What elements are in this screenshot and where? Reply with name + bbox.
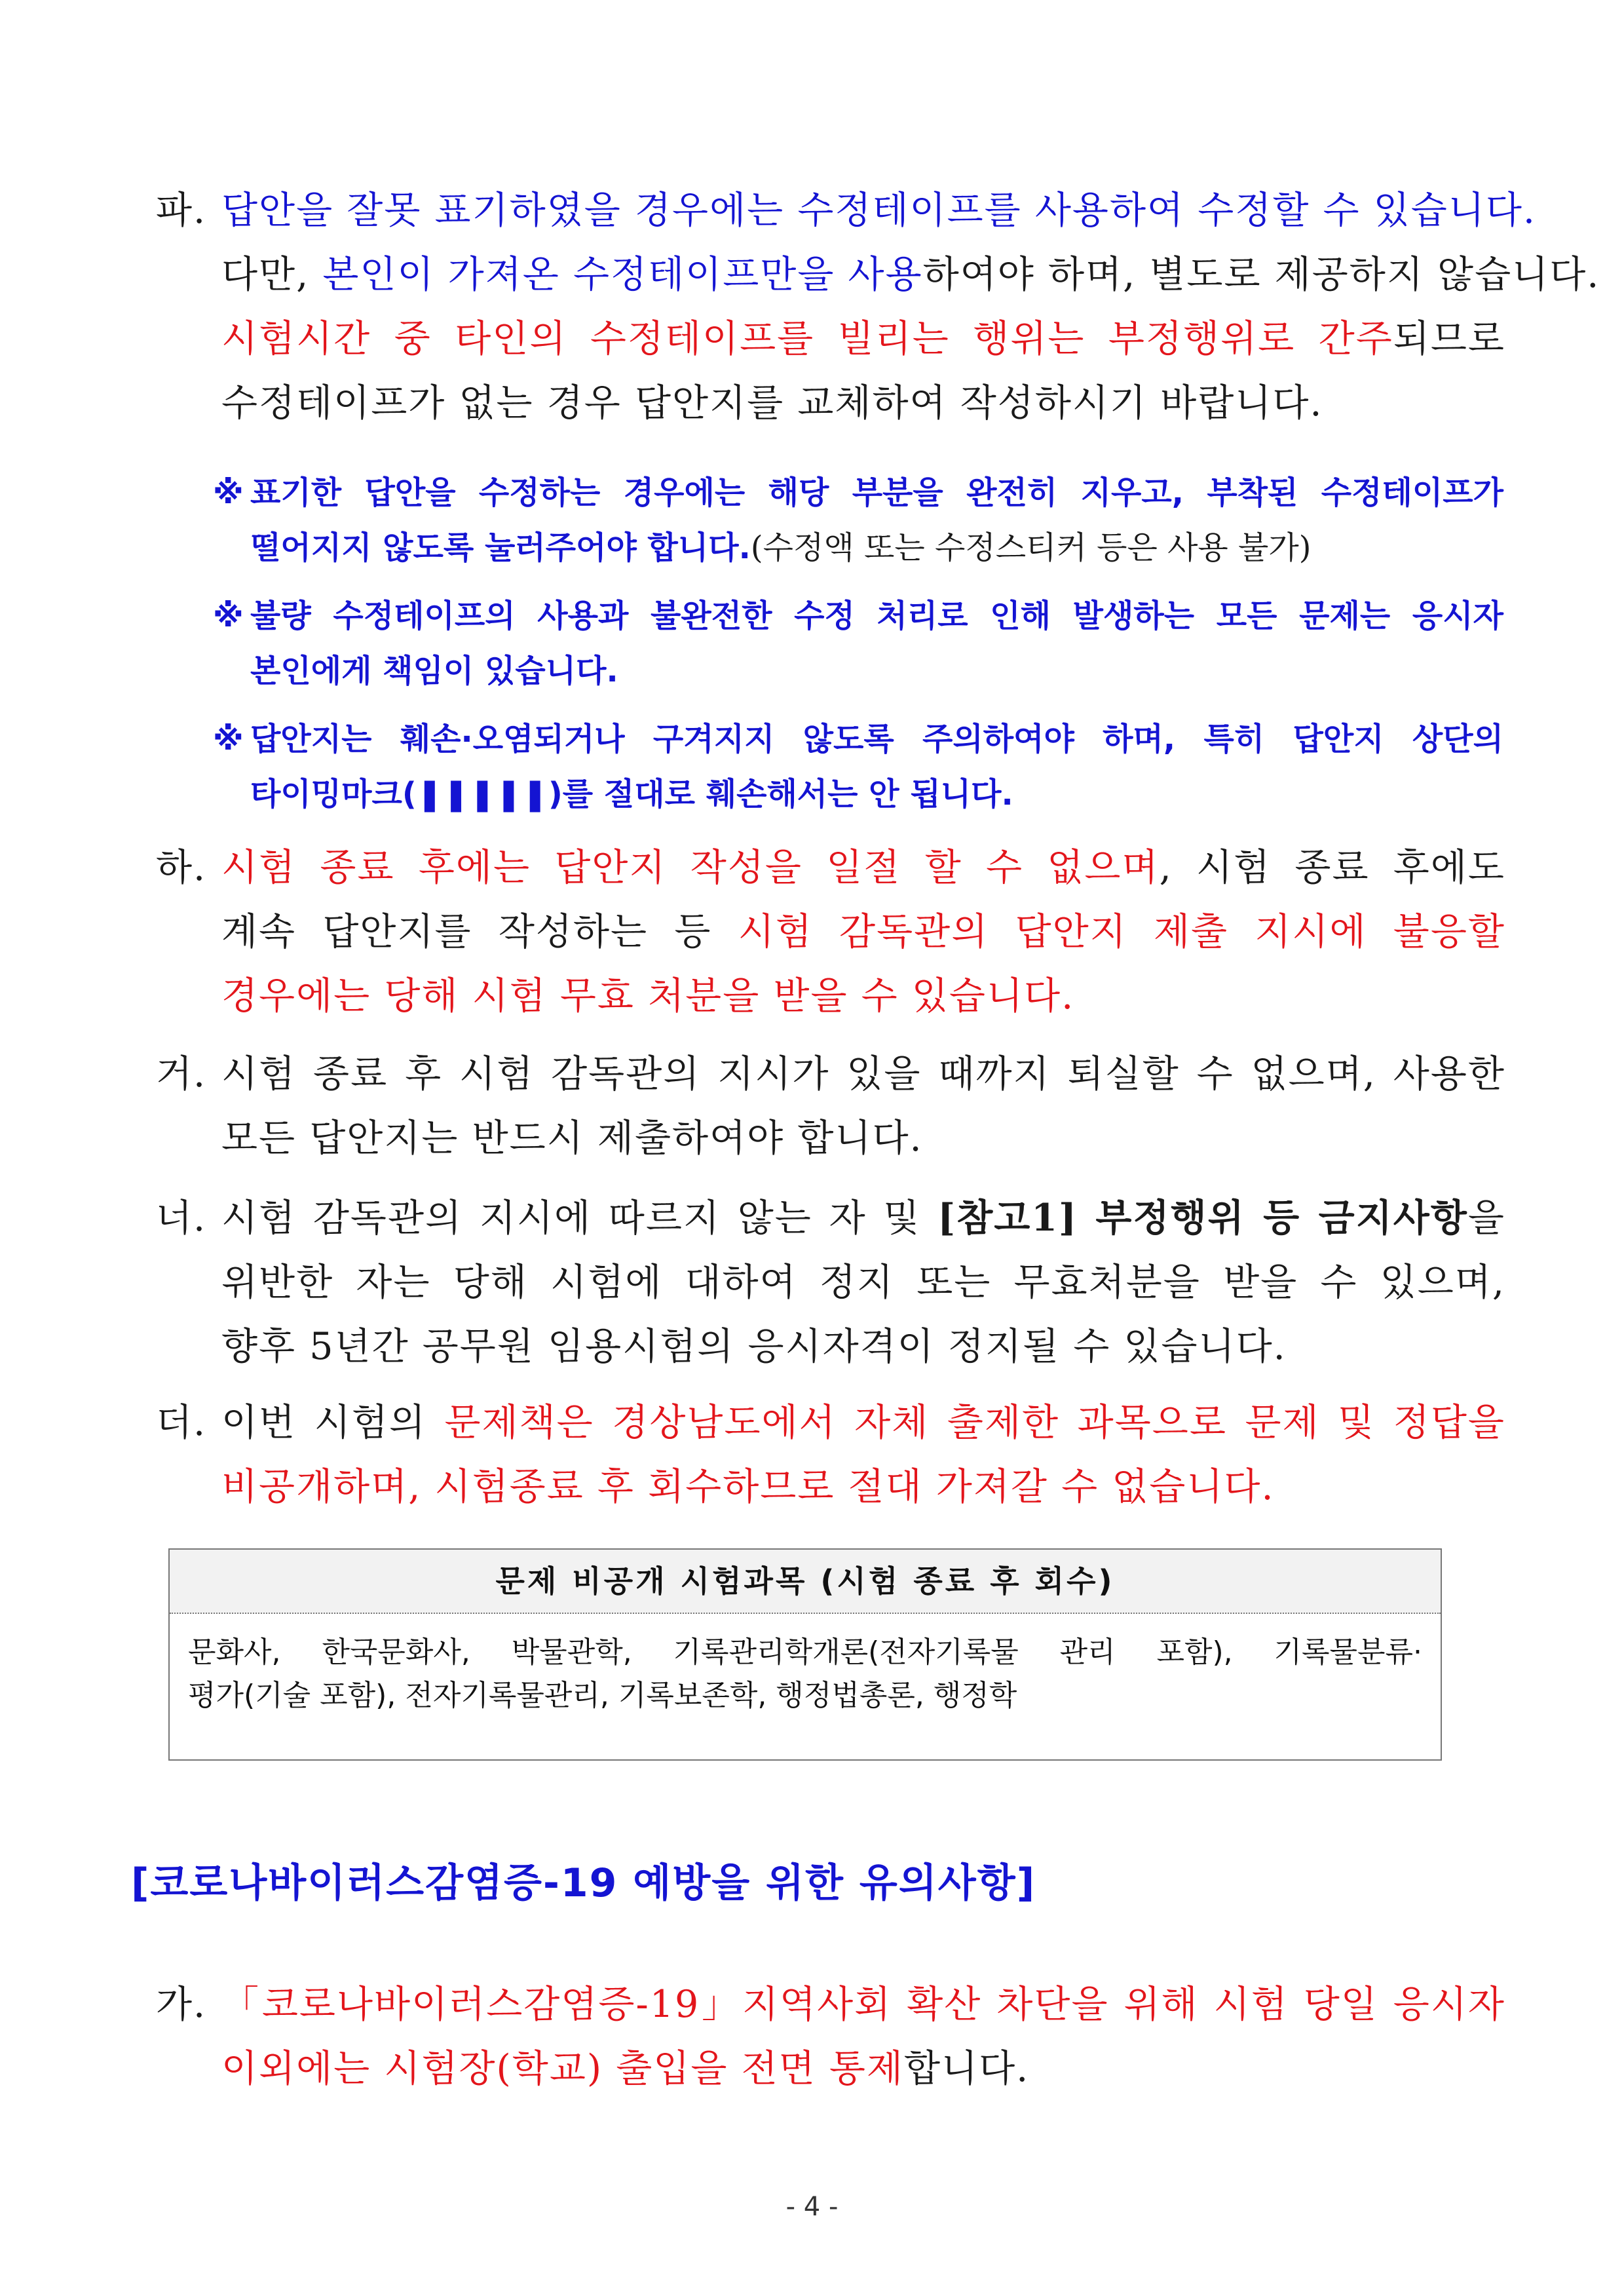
note-line: 답안지는 훼손·오염되거나 구겨지지 않도록 주의하여야 하며, 특히 답안지 상단의 (250, 721, 1503, 757)
highlight-red: 이외에는 시험장(학교) 출입을 전면 통제 (221, 2047, 904, 2090)
text-run: , 시험 종료 후에도 (1159, 846, 1505, 889)
item-marker: 너. (156, 1196, 207, 1240)
item-marker: 파. (156, 189, 207, 232)
item-pa (156, 178, 1600, 435)
text-run: 이번 시험의 (221, 1401, 445, 1444)
highlight-red: 시험 감독관의 답안지 제출 지시에 불응할 (738, 910, 1505, 953)
item-line: 「코로나바이러스감염증-19」지역사회 확산 차단을 위해 시험 당일 응시자 (221, 1983, 1505, 2026)
highlight-blue: 본인이 가져온 수정테이프만을 사용 (322, 253, 923, 296)
item-line: 경우에는 당해 시험 무효 처분을 받을 수 있습니다. (221, 974, 1075, 1018)
reference-link-text: [참고1] 부정행위 등 금지사항 (937, 1196, 1468, 1240)
item-marker: 하. (156, 846, 207, 889)
item-line: 향후 5년간 공무원 임용시험의 응시자격이 정지될 수 있습니다. (221, 1325, 1287, 1368)
item-marker: 거. (156, 1052, 207, 1096)
private-subjects-box (168, 1548, 1442, 1761)
item-line (221, 2037, 1505, 2101)
note-3 (213, 712, 1503, 822)
item-line (221, 307, 1505, 371)
text-run: 을 (1467, 1196, 1505, 1240)
box-header: 문제 비공개 시험과목 (시험 종료 후 회수) (170, 1550, 1441, 1614)
item-line: 모든 답안지는 반드시 제출하여야 합니다. (221, 1117, 923, 1160)
item-line: 위반한 자는 당해 시험에 대하여 정지 또는 무효처분을 받을 수 있으며, (221, 1261, 1505, 1304)
note-line: 타이밍마크(❚❚❚❚❚)를 절대로 훼손해서는 안 됩니다. (250, 776, 1013, 813)
item-marker: 더. (156, 1401, 207, 1444)
item-line (221, 242, 1600, 307)
text-run: 합니다. (903, 2047, 1030, 2090)
section-title: [코로나바이러스감염증-19 예방을 위한 유의사항] (131, 1860, 1036, 1906)
item-ha (156, 835, 1505, 1028)
note-line: 표기한 답안을 수정하는 경우에는 해당 부분을 완전히 지우고, 부착된 수정테이프가 (250, 474, 1503, 511)
item-line: 수정테이프가 없는 경우 답안지를 교체하여 작성하시기 바랍니다. (221, 381, 1323, 425)
item-ga (156, 1972, 1505, 2101)
text-run: 다만, (221, 253, 323, 296)
box-line: 문화사, 한국문화사, 박물관학, 기록관리학개론(전자기록물 관리 포함), 기록물분류· (188, 1636, 1422, 1669)
text-run: 되므로 (1393, 317, 1505, 360)
item-line: 시험 종료 후 시험 감독관의 지시가 있을 때까지 퇴실할 수 없으며, 사용한 (221, 1052, 1505, 1096)
note-line (250, 520, 1503, 575)
note-2 (213, 588, 1503, 698)
item-line: 답안을 잘못 표기하였을 경우에는 수정테이프를 사용하여 수정할 수 있습니다. (221, 189, 1537, 232)
text-run: 하여야 하며, 별도로 제공하지 않습니다. (922, 253, 1600, 296)
reference-mark-icon: ※ (213, 721, 244, 757)
note-1 (213, 465, 1503, 575)
item-line (221, 900, 1505, 964)
item-deo (156, 1390, 1505, 1519)
note-line: 본인에게 책임이 있습니다. (250, 653, 618, 689)
item-line (221, 835, 1505, 900)
highlight-red: 문제책은 경상남도에서 자체 출제한 과목으로 문제 및 정답을 (444, 1401, 1505, 1444)
box-line: 평가(기술 포함), 전자기록물관리, 기록보존학, 행정법총론, 행정학 (188, 1679, 1017, 1712)
page-number: - 4 - (785, 2192, 839, 2222)
box-body (170, 1614, 1441, 1734)
item-line (221, 1186, 1505, 1250)
highlight-red: 시험 종료 후에는 답안지 작성을 일절 할 수 없으며 (221, 846, 1160, 889)
item-geo (156, 1042, 1505, 1170)
highlight-red: 시험시간 중 타인의 수정테이프를 빌리는 행위는 부정행위로 간주 (221, 317, 1393, 360)
text-run: 계속 답안지를 작성하는 등 (221, 910, 738, 953)
reference-mark-icon: ※ (213, 474, 244, 511)
item-marker: 가. (156, 1983, 207, 2026)
text-run: 시험 감독관의 지시에 따르지 않는 자 및 (221, 1196, 938, 1240)
reference-mark-icon: ※ (213, 598, 244, 634)
item-line: 비공개하며, 시험종료 후 회수하므로 절대 가져갈 수 없습니다. (221, 1465, 1275, 1508)
text-run: 떨어지지 않도록 눌러주어야 합니다. (250, 529, 751, 566)
text-run: (수정액 또는 수정스티커 등은 사용 불가) (750, 529, 1312, 566)
item-neo (156, 1186, 1505, 1379)
note-line: 불량 수정테이프의 사용과 불완전한 수정 처리로 인해 발생하는 모든 문제는 응시자 (250, 598, 1503, 634)
item-line (221, 1390, 1505, 1455)
